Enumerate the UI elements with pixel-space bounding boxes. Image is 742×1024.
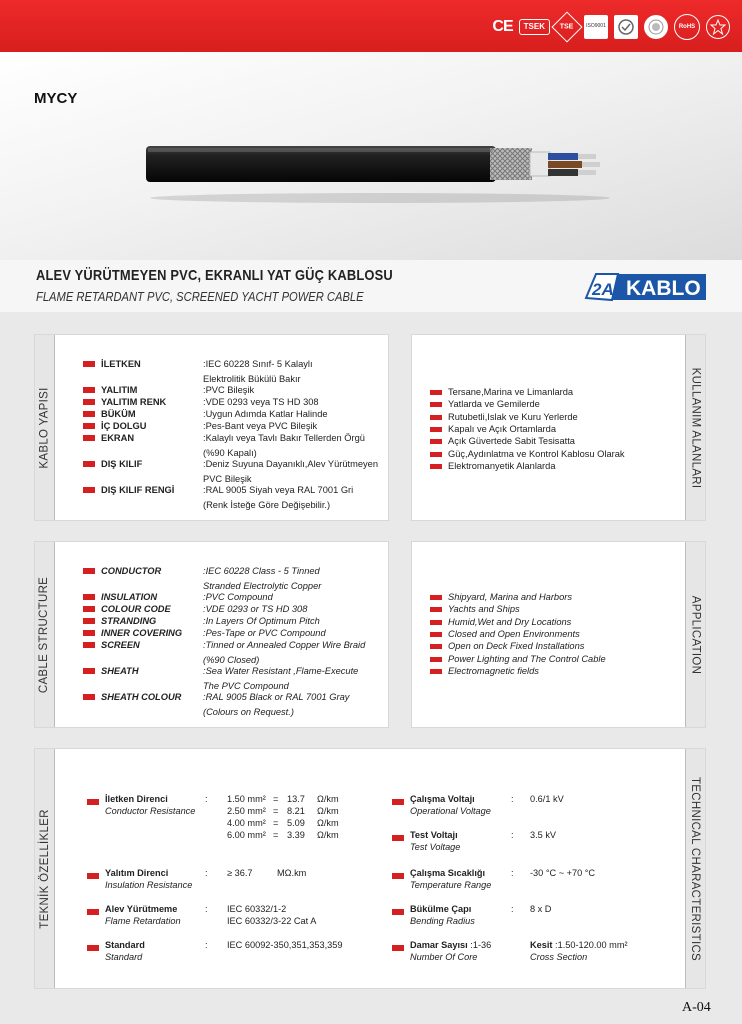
list-item-text: Electromagnetic fields bbox=[448, 665, 539, 676]
page-number: A-04 bbox=[682, 1000, 711, 1015]
bending-radius-value: 8 x D bbox=[530, 904, 552, 914]
spec-label: STRANDING bbox=[101, 616, 157, 626]
application-tab: APPLICATION bbox=[685, 542, 705, 727]
list-item-text: Rutubetli,Islak ve Kuru Yerlerde bbox=[448, 411, 578, 422]
bullet-icon bbox=[430, 644, 442, 649]
bullet-icon bbox=[430, 415, 442, 420]
spec-value: :Tinned or Annealed Copper Wire Braid bbox=[203, 640, 366, 650]
spec-value: :IEC 60228 Sınıf- 5 Kalaylı bbox=[203, 359, 313, 369]
spec-value: Elektrolitik Bükülü Bakır bbox=[203, 374, 301, 384]
resistance-eq: = bbox=[273, 830, 279, 840]
standard-label: Standard Standard bbox=[105, 940, 145, 962]
bullet-icon bbox=[83, 461, 95, 467]
emblem-seal-icon bbox=[706, 15, 730, 39]
conductor-resistance-label: İletken Direnci Conductor Resistance bbox=[105, 794, 196, 816]
spec-value: :VDE 0293 or TS HD 308 bbox=[203, 604, 308, 614]
bullet-icon bbox=[83, 361, 95, 367]
tse-mark-icon: TSE bbox=[551, 11, 582, 42]
bullet-icon bbox=[83, 618, 95, 624]
resistance-section: 6.00 mm² bbox=[227, 830, 266, 840]
colon: : bbox=[511, 830, 514, 840]
bullet-icon bbox=[430, 607, 442, 612]
spec-label: INNER COVERING bbox=[101, 628, 183, 638]
list-item-text: Open on Deck Fixed Installations bbox=[448, 641, 585, 652]
test-voltage-value: 3.5 kV bbox=[530, 830, 557, 840]
resistance-value: 5.09 bbox=[287, 818, 305, 828]
temperature-range-label: Çalışma Sıcaklığı Temperature Range bbox=[410, 868, 492, 890]
bullet-icon bbox=[430, 439, 442, 444]
bullet-icon bbox=[430, 452, 442, 457]
bullet-icon bbox=[83, 630, 95, 636]
resistance-eq: = bbox=[273, 794, 279, 804]
resistance-eq: = bbox=[273, 818, 279, 828]
kullanim-alanlari-panel bbox=[411, 334, 706, 521]
list-item-text: Açık Güvertede Sabit Tesisatta bbox=[448, 436, 575, 447]
spec-value: PVC Bileşik bbox=[203, 474, 252, 484]
bullet-icon bbox=[83, 487, 95, 493]
spec-value: (%90 Closed) bbox=[203, 655, 260, 665]
application-panel bbox=[411, 541, 706, 728]
temperature-range-value: -30 °C ~ +70 °C bbox=[530, 868, 596, 878]
list-item-text: Tersane,Marina ve Limanlarda bbox=[448, 387, 574, 397]
spec-label: YALITIM bbox=[101, 385, 138, 395]
technical-characteristics-tab: TECHNICAL CHARACTERISTICS bbox=[685, 749, 705, 988]
teknik-ozellikler-tab: TEKNİK ÖZELLİKLER bbox=[35, 749, 55, 988]
spec-label: SCREEN bbox=[101, 640, 140, 650]
spec-value: :PVC Bileşik bbox=[203, 385, 255, 395]
list-item-text: Humid,Wet and Dry Locations bbox=[448, 616, 572, 627]
spec-label: YALITIM RENK bbox=[101, 397, 167, 407]
bullet-icon bbox=[83, 387, 95, 393]
colon: : bbox=[205, 904, 208, 914]
bending-radius-label: Bükülme Çapı Bending Radius bbox=[410, 904, 475, 926]
bullet-icon bbox=[83, 435, 95, 441]
list-item-text: Yatlarda ve Gemilerde bbox=[448, 399, 540, 410]
spec-label: DIŞ KILIF RENGİ bbox=[101, 485, 175, 495]
spec-value: :Sea Water Resistant ,Flame-Execute bbox=[203, 666, 359, 676]
bullet-icon bbox=[87, 909, 99, 915]
bullet-icon bbox=[430, 620, 442, 625]
spec-value: :IEC 60228 Class - 5 Tinned bbox=[203, 566, 320, 576]
page-title-tr: ALEV YÜRÜTMEYEN PVC, EKRANLI YAT GÜÇ KABLOSU bbox=[36, 267, 393, 284]
spec-value: :Kalaylı veya Tavlı Bakır Tellerden Örgü bbox=[203, 433, 365, 443]
colon: : bbox=[511, 904, 514, 914]
spec-label: BÜKÜM bbox=[101, 409, 136, 419]
bullet-icon bbox=[83, 694, 95, 700]
kablo-yapisi-panel bbox=[34, 334, 389, 521]
spec-value: :PVC Compound bbox=[203, 592, 273, 602]
certification-logos bbox=[492, 14, 730, 40]
list-item-text: Kapalı ve Açık Ortamlarda bbox=[448, 423, 556, 434]
spec-value: :In Layers Of Optimum Pitch bbox=[203, 616, 320, 626]
hero-section bbox=[0, 52, 742, 260]
cable-illustration bbox=[140, 126, 620, 206]
operational-voltage-label: Çalışma Voltajı Operational Voltage bbox=[410, 794, 491, 816]
top-banner bbox=[0, 0, 742, 52]
spec-label: DIŞ KILIF bbox=[101, 459, 143, 469]
bullet-icon bbox=[83, 399, 95, 405]
spec-label: SHEATH COLOUR bbox=[101, 692, 182, 702]
bullet-icon bbox=[392, 873, 404, 879]
spec-label: COLOUR CODE bbox=[101, 604, 171, 614]
spec-value: :RAL 9005 Siyah veya RAL 7001 Gri bbox=[203, 485, 354, 495]
bullet-icon bbox=[83, 606, 95, 612]
kullanim-alanlari-tab: KULLANIM ALANLARI bbox=[685, 335, 705, 520]
colon: : bbox=[205, 940, 208, 950]
resistance-value: 3.39 bbox=[287, 830, 305, 840]
bullet-icon bbox=[83, 642, 95, 648]
tsek-mark-icon: TSEK bbox=[519, 19, 550, 35]
2a-kablo-logo bbox=[584, 272, 706, 302]
resistance-value: 13.7 bbox=[287, 794, 305, 804]
spec-value: :Deniz Suyuna Dayanıklı,Alev Yürütmeyen bbox=[203, 459, 379, 469]
spec-label: INSULATION bbox=[101, 592, 158, 602]
spec-label: EKRAN bbox=[101, 433, 135, 443]
list-item-text: Elektromanyetik Alanlarda bbox=[448, 460, 556, 471]
technical-panel bbox=[34, 748, 706, 989]
list-item-text: Güç,Aydınlatma ve Kontrol Kablosu Olarak bbox=[448, 448, 625, 459]
spec-value: (Colours on Request.) bbox=[203, 707, 294, 717]
bullet-icon bbox=[83, 668, 95, 674]
bullet-icon bbox=[87, 945, 99, 951]
insulation-resistance-label: Yalıtım Direnci Insulation Resistance bbox=[105, 868, 193, 890]
quality-seal-icon bbox=[644, 15, 668, 39]
list-item-text: Yachts and Ships bbox=[448, 604, 520, 615]
rohs-mark-icon: RoHS bbox=[674, 14, 700, 40]
product-code: MYCY bbox=[34, 90, 78, 107]
insulation-resistance-value: ≥ 36.7 bbox=[227, 868, 253, 878]
resistance-section: 4.00 mm² bbox=[227, 818, 266, 828]
bullet-icon bbox=[392, 945, 404, 951]
bullet-icon bbox=[392, 799, 404, 805]
cable-structure-tab: CABLE STRUCTURE bbox=[35, 542, 55, 727]
flame-retardation-label: Alev Yürütmeme Flame Retardation bbox=[105, 904, 181, 926]
bullet-icon bbox=[430, 464, 442, 469]
bullet-icon bbox=[430, 595, 442, 600]
spec-value: :Pes-Bant veya PVC Bileşik bbox=[203, 421, 318, 431]
page-title-en: FLAME RETARDANT PVC, SCREENED YACHT POWER CABLE bbox=[36, 289, 364, 304]
resistance-eq: = bbox=[273, 806, 279, 816]
list-item-text: Power Lighting and The Control Cable bbox=[448, 653, 606, 664]
spec-value: :VDE 0293 veya TS HD 308 bbox=[203, 397, 319, 407]
bullet-icon bbox=[430, 657, 442, 662]
cross-section-label: Kesit :1.50-120.00 mm² Cross Section bbox=[530, 940, 628, 962]
list-item-text: Shipyard, Marina and Harbors bbox=[448, 592, 573, 602]
bullet-icon bbox=[87, 799, 99, 805]
resistance-unit: Ω/km bbox=[317, 830, 339, 840]
resistance-unit: Ω/km bbox=[317, 806, 339, 816]
spec-value: Stranded Electrolytic Copper bbox=[203, 581, 322, 591]
spec-label: SHEATH bbox=[101, 666, 139, 676]
number-of-core-label: Damar Sayısı :1-36 Number Of Core bbox=[410, 940, 492, 962]
bullet-icon bbox=[83, 568, 95, 574]
operational-voltage-value: 0.6/1 kV bbox=[530, 794, 564, 804]
bullet-icon bbox=[392, 835, 404, 841]
colon: : bbox=[205, 868, 208, 878]
colon: : bbox=[511, 868, 514, 878]
bullet-icon bbox=[83, 423, 95, 429]
ce-mark-icon: CE bbox=[492, 18, 513, 35]
spec-label: İLETKEN bbox=[101, 359, 141, 369]
spec-value: :Pes-Tape or PVC Compound bbox=[203, 628, 326, 638]
resistance-section: 1.50 mm² bbox=[227, 794, 266, 804]
spec-value: (Renk İsteğe Göre Değişebilir.) bbox=[203, 500, 331, 510]
kablo-yapisi-tab: KABLO YAPISI bbox=[35, 335, 55, 520]
spec-value: The PVC Compound bbox=[203, 681, 289, 691]
list-item-text: Closed and Open Environments bbox=[448, 628, 580, 639]
bullet-icon bbox=[430, 402, 442, 407]
spec-value: :Uygun Adımda Katlar Halinde bbox=[203, 409, 328, 419]
flame-retardation-value: IEC 60332/1-2 IEC 60332/3-22 Cat A bbox=[227, 904, 317, 926]
resistance-unit: Ω/km bbox=[317, 818, 339, 828]
resistance-unit: Ω/km bbox=[317, 794, 339, 804]
svg-text:2A: 2A bbox=[592, 280, 614, 299]
test-voltage-label: Test Voltajı Test Voltage bbox=[410, 830, 461, 852]
spec-label: İÇ DOLGU bbox=[101, 421, 147, 431]
spec-label: CONDUCTOR bbox=[101, 566, 162, 576]
cable-structure-panel bbox=[34, 541, 389, 728]
bullet-icon bbox=[430, 427, 442, 432]
iso-certificate-icon: ISO9001 bbox=[584, 15, 608, 39]
bullet-icon bbox=[392, 909, 404, 915]
svg-text:KABLO: KABLO bbox=[626, 277, 701, 300]
certificate-badge-icon bbox=[614, 15, 638, 39]
bullet-icon bbox=[83, 411, 95, 417]
resistance-value: 8.21 bbox=[287, 806, 305, 816]
spec-value: :RAL 9005 Black or RAL 7001 Gray bbox=[203, 692, 350, 702]
colon: : bbox=[511, 794, 514, 804]
bullet-icon bbox=[430, 669, 442, 674]
standard-value: IEC 60092-350,351,353,359 bbox=[227, 940, 343, 950]
insulation-resistance-unit: MΩ.km bbox=[277, 868, 307, 878]
colon: : bbox=[205, 794, 208, 804]
resistance-section: 2.50 mm² bbox=[227, 806, 266, 816]
bullet-icon bbox=[87, 873, 99, 879]
bullet-icon bbox=[83, 594, 95, 600]
bullet-icon bbox=[430, 390, 442, 395]
bullet-icon bbox=[430, 632, 442, 637]
spec-value: (%90 Kapalı) bbox=[203, 448, 257, 458]
